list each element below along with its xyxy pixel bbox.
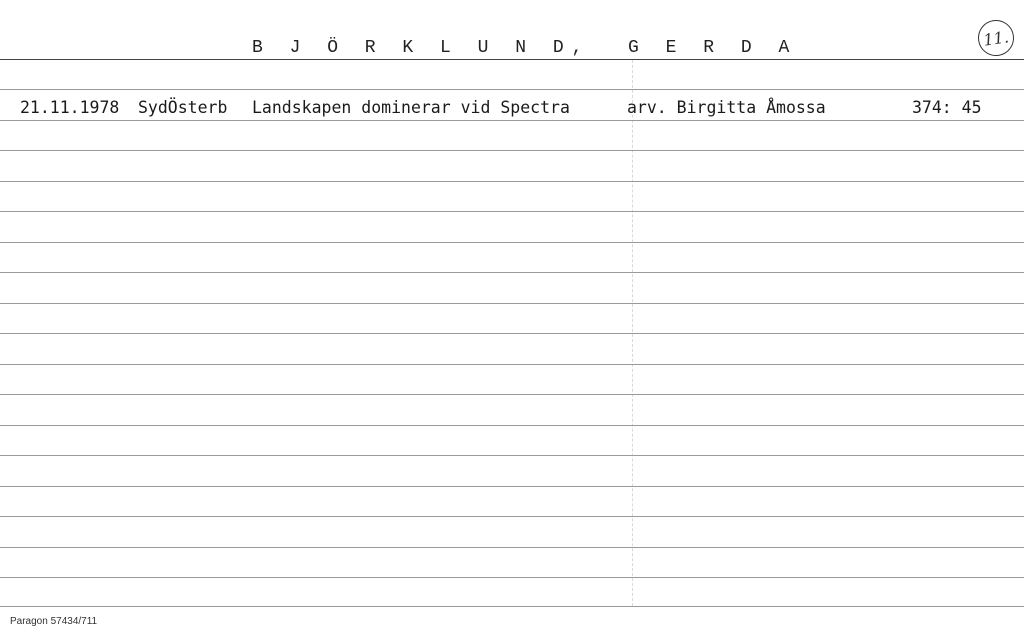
card-number-text: 11. bbox=[982, 26, 1010, 50]
ruled-line bbox=[0, 150, 1024, 151]
ruled-line bbox=[0, 394, 1024, 395]
entry-note: arv. Birgitta Åmossa bbox=[627, 98, 826, 117]
heading-rule bbox=[0, 59, 1024, 60]
person-name-heading: B J Ö R K L U N D, G E R D A bbox=[252, 38, 798, 58]
ruled-line bbox=[0, 211, 1024, 212]
ruled-line bbox=[0, 516, 1024, 517]
ruled-line bbox=[0, 333, 1024, 334]
entry-reference: 374: 45 bbox=[912, 98, 982, 117]
entry-place: SydÖsterb bbox=[138, 98, 228, 117]
ruled-line bbox=[0, 303, 1024, 304]
ruled-line bbox=[0, 547, 1024, 548]
card-number-stamp bbox=[976, 18, 1017, 59]
entry-title: Landskapen dominerar vid Spectra bbox=[252, 98, 570, 117]
ruled-line bbox=[0, 242, 1024, 243]
ruled-line bbox=[0, 120, 1024, 121]
ruled-line bbox=[0, 272, 1024, 273]
ruled-line bbox=[0, 455, 1024, 456]
form-number-footer: Paragon 57434/711 bbox=[10, 616, 98, 627]
ruled-line bbox=[0, 181, 1024, 182]
entry-date: 21.11.1978 bbox=[20, 98, 120, 117]
ruled-line bbox=[0, 364, 1024, 365]
ruled-line bbox=[0, 606, 1024, 607]
ruled-line bbox=[0, 577, 1024, 578]
ruled-line bbox=[0, 89, 1024, 90]
ruled-line bbox=[0, 486, 1024, 487]
ruled-line bbox=[0, 425, 1024, 426]
